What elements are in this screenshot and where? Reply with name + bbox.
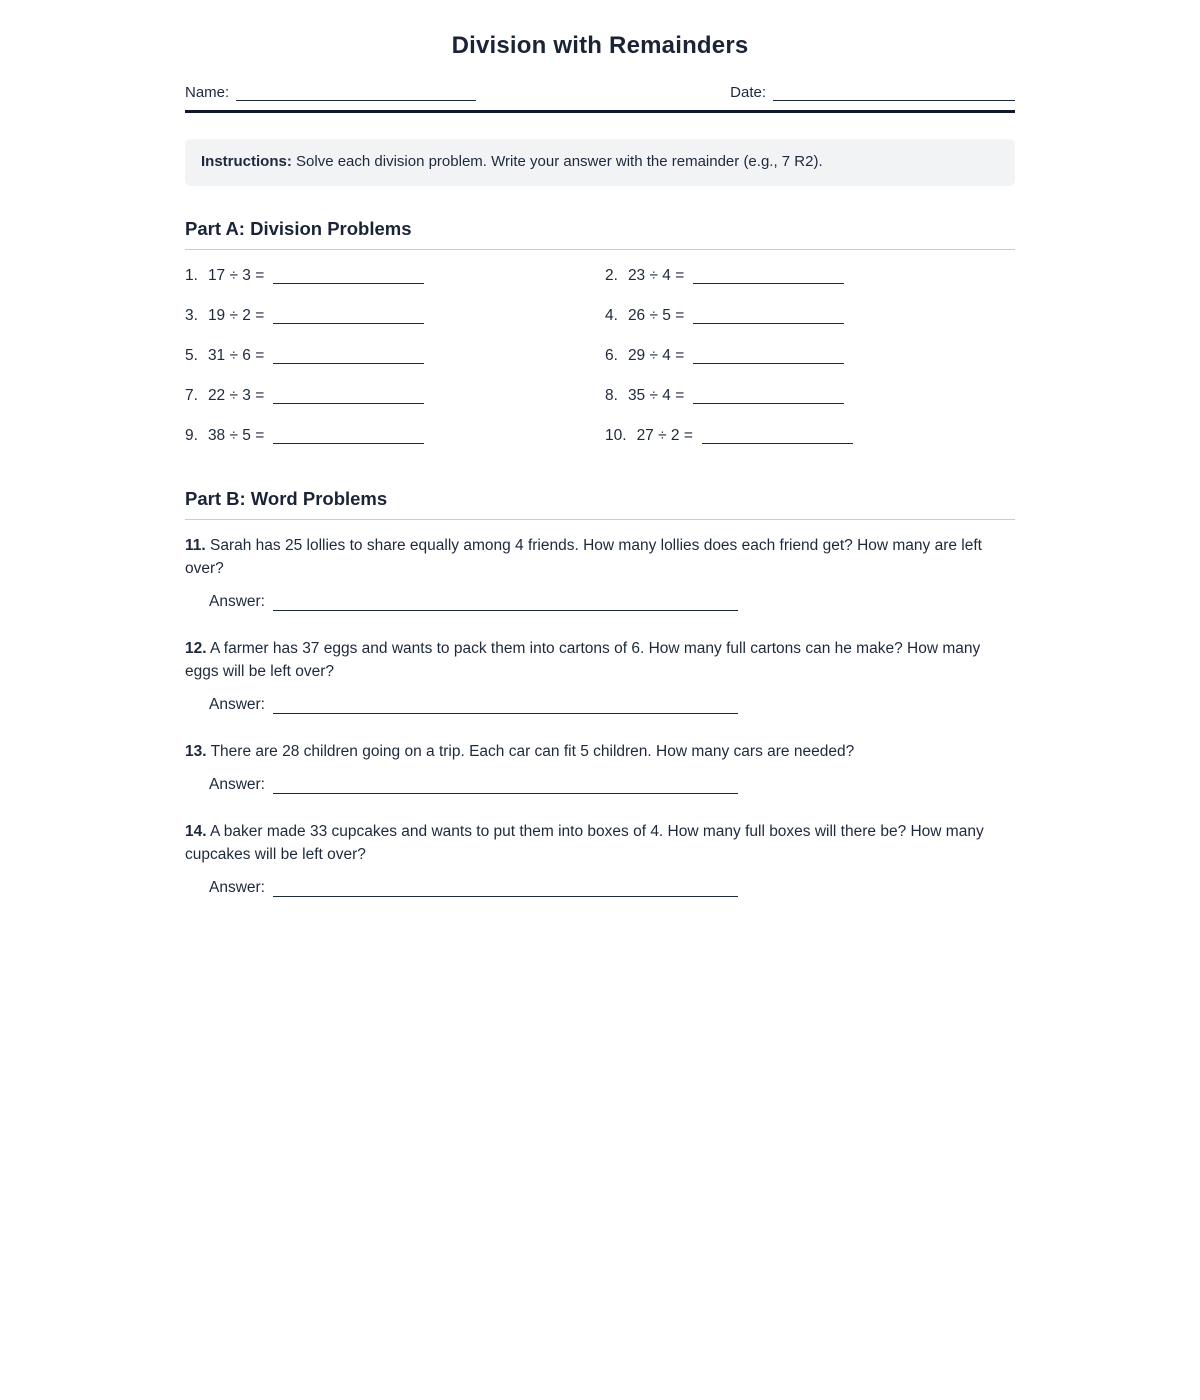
- word-problem-14: [185, 820, 1015, 897]
- problem-number: 4.: [605, 306, 618, 324]
- answer-blank-line: [693, 307, 844, 324]
- problem-number: 14.: [185, 822, 207, 840]
- word-problem-11: [185, 534, 1015, 611]
- division-problem-2: [605, 256, 1015, 296]
- worksheet-content: [185, 0, 1015, 897]
- part-b-heading: Part B: Word Problems: [185, 488, 1015, 520]
- problem-expression: 29 ÷ 4 =: [627, 346, 685, 364]
- answer-blank-line: [702, 427, 853, 444]
- problem-expression: 19 ÷ 2 =: [207, 306, 265, 324]
- date-label: Date:: [730, 84, 766, 101]
- word-problem-12: [185, 637, 1015, 714]
- answer-blank-line: [273, 387, 424, 404]
- problem-expression: 27 ÷ 2 =: [636, 426, 693, 444]
- word-problem-13: [185, 740, 1015, 794]
- answer-blank-line: [273, 267, 424, 284]
- name-date-row: [185, 84, 1015, 113]
- part-a-heading: Part A: Division Problems: [185, 218, 1015, 250]
- problem-number: 9.: [185, 426, 198, 444]
- problem-statement: Sarah has 25 lollies to share equally among 4 friends. How many lollies does each friend get? How many are left over?: [185, 536, 982, 577]
- instructions-label: Instructions:: [201, 153, 292, 170]
- problem-expression: 38 ÷ 5 =: [207, 426, 265, 444]
- answer-row: [185, 593, 1015, 611]
- problem-statement: There are 28 children going on a trip. Each car can fit 5 children. How many cars are needed?: [210, 742, 855, 760]
- division-problem-1: [185, 256, 595, 296]
- answer-blank-line: [273, 347, 424, 364]
- name-label: Name:: [185, 84, 230, 101]
- problem-expression: 35 ÷ 4 =: [627, 386, 685, 404]
- problem-number: 11.: [185, 536, 206, 554]
- answer-blank-line: [273, 697, 738, 714]
- word-problem-text: [185, 820, 1015, 866]
- division-problem-9: [185, 416, 595, 456]
- answer-label: Answer:: [209, 775, 265, 793]
- problem-expression: 31 ÷ 6 =: [207, 346, 265, 364]
- problem-number: 12.: [185, 639, 207, 657]
- instructions-text: Solve each division problem. Write your answer with the remainder (e.g., 7 R2).: [296, 153, 823, 170]
- division-problem-7: [185, 376, 595, 416]
- division-problem-5: [185, 336, 595, 376]
- problem-statement: A farmer has 37 eggs and wants to pack them into cartons of 6. How many full cartons can he make? How many eggs will be left over?: [185, 639, 981, 680]
- problem-number: 1.: [185, 266, 198, 284]
- answer-blank-line: [693, 267, 844, 284]
- answer-label: Answer:: [209, 592, 265, 610]
- part-b-word-problems: [185, 534, 1015, 897]
- problem-number: 6.: [605, 346, 618, 364]
- word-problem-text: [185, 534, 1015, 580]
- problem-statement: A baker made 33 cupcakes and wants to put them into boxes of 4. How many full boxes will there be? How many cupcakes will be left over?: [185, 822, 984, 863]
- answer-blank-line: [273, 777, 738, 794]
- division-problem-8: [605, 376, 1015, 416]
- answer-blank-line: [693, 347, 844, 364]
- problem-number: 10.: [605, 426, 627, 444]
- date-blank-line: [773, 84, 1015, 101]
- answer-blank-line: [273, 307, 424, 324]
- answer-label: Answer:: [209, 878, 265, 896]
- answer-blank-line: [273, 427, 424, 444]
- page-title: Division with Remainders: [451, 32, 749, 59]
- instructions-box: [185, 139, 1015, 186]
- division-problem-4: [605, 296, 1015, 336]
- word-problem-text: [185, 637, 1015, 683]
- name-field: [185, 84, 476, 101]
- answer-row: [185, 776, 1015, 794]
- problem-expression: 26 ÷ 5 =: [627, 306, 685, 324]
- answer-row: [185, 879, 1015, 897]
- problem-number: 13.: [185, 742, 207, 760]
- part-a-problems-grid: [185, 256, 1015, 456]
- division-problem-3: [185, 296, 595, 336]
- problem-expression: 22 ÷ 3 =: [207, 386, 265, 404]
- word-problem-text: [185, 740, 1015, 763]
- problem-number: 3.: [185, 306, 198, 324]
- answer-blank-line: [273, 594, 738, 611]
- problem-number: 8.: [605, 386, 618, 404]
- name-blank-line: [236, 84, 476, 101]
- problem-expression: 17 ÷ 3 =: [207, 266, 265, 284]
- answer-blank-line: [273, 880, 738, 897]
- date-field: [730, 84, 1015, 101]
- problem-number: 7.: [185, 386, 198, 404]
- problem-number: 2.: [605, 266, 618, 284]
- answer-label: Answer:: [209, 695, 265, 713]
- answer-blank-line: [693, 387, 844, 404]
- answer-row: [185, 696, 1015, 714]
- division-problem-10: [605, 416, 1015, 456]
- division-problem-6: [605, 336, 1015, 376]
- problem-number: 5.: [185, 346, 198, 364]
- problem-expression: 23 ÷ 4 =: [627, 266, 685, 284]
